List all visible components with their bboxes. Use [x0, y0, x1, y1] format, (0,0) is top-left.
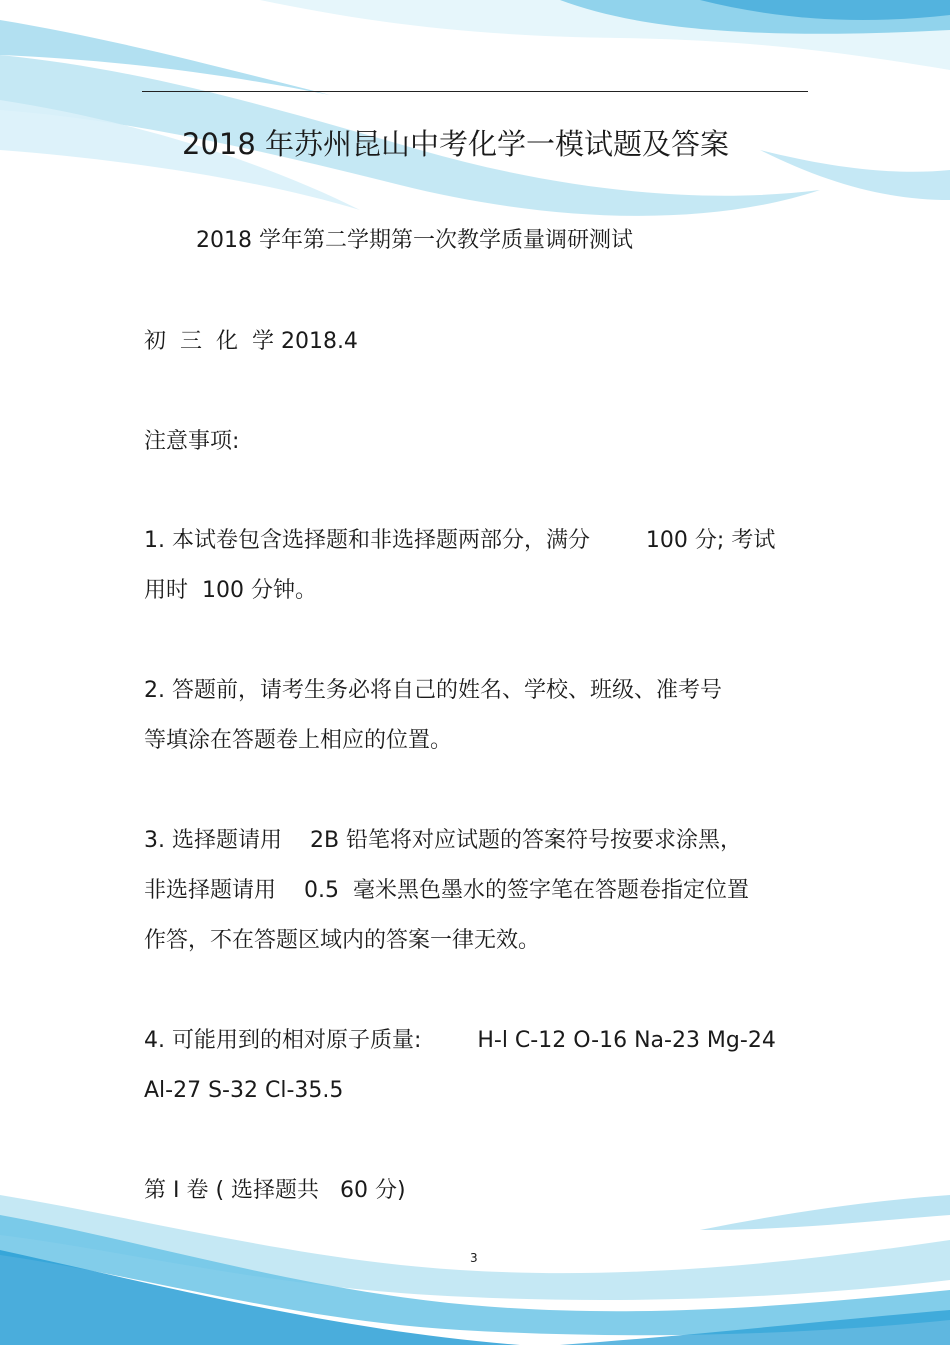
section-heading: 第 I 卷 ( 选择题共 60 分) — [144, 1178, 406, 1203]
notice-heading: 注意事项: — [144, 429, 240, 454]
notice-item-2-line-1: 2. 答题前，请考生务必将自己的姓名、学校、班级、准考号 — [144, 678, 722, 703]
notice-item-3-line-2: 非选择题请用 0.5 毫米黑色墨水的签字笔在答题卷指定位置 — [144, 878, 749, 903]
grade-line: 初 三 化 学 2018.4 — [144, 329, 358, 354]
notice-item-3-line-3: 作答，不在答题区域内的答案一律无效。 — [144, 928, 541, 953]
notice-item-2-line-2: 等填涂在答题卷上相应的位置。 — [144, 728, 453, 753]
page-number: 3 — [470, 1251, 478, 1265]
notice-item-3-line-1: 3. 选择题请用 2B 铅笔将对应试题的答案符号按要求涂黑， — [144, 828, 743, 853]
document-subtitle: 2018 学年第二学期第一次教学质量调研测试 — [196, 228, 633, 253]
notice-item-4-line-1: 4. 可能用到的相对原子质量: H-l C-12 O-16 Na-23 Mg-24 — [144, 1028, 776, 1053]
notice-item-1-line-1: 1. 本试卷包含选择题和非选择题两部分，满分 100 分; 考试 — [144, 528, 776, 553]
document-title: 2018 年苏州昆山中考化学一模试题及答案 — [182, 127, 730, 161]
notice-item-4-line-2: Al-27 S-32 Cl-35.5 — [144, 1078, 344, 1103]
header-rule — [142, 91, 808, 92]
notice-item-1-line-2: 用时 100 分钟。 — [144, 578, 317, 603]
